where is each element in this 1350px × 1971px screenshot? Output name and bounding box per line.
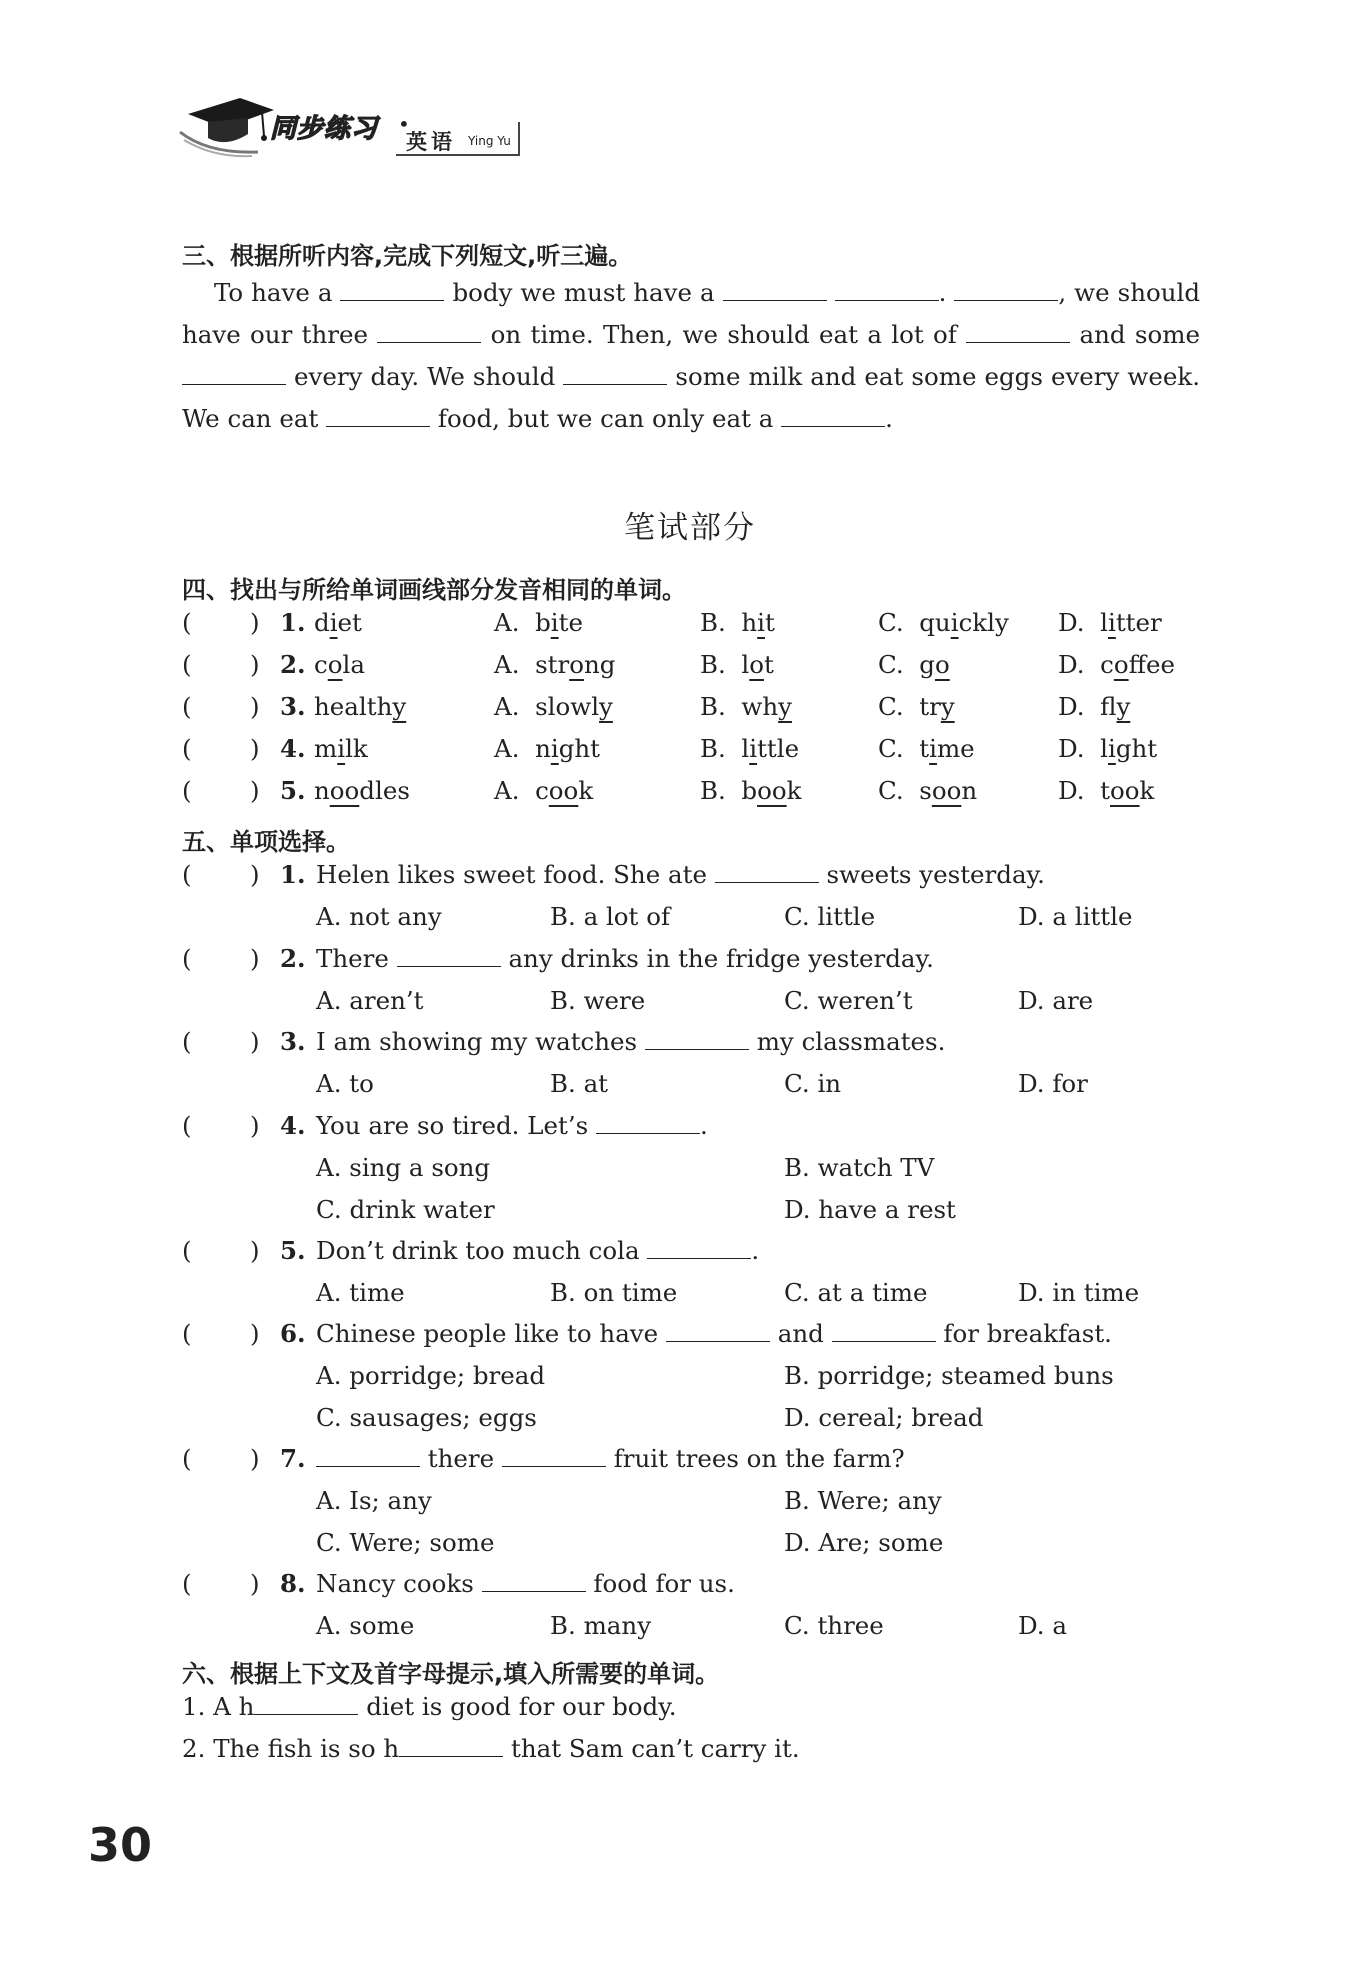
answer-blank[interactable] — [482, 1571, 586, 1592]
question-text: Helen likes sweet food. She ate sweets yesterday. — [316, 860, 1045, 889]
question-text: Chinese people like to have and for breakfast. — [316, 1319, 1112, 1348]
option-c[interactable]: C. three — [784, 1611, 884, 1640]
option-d[interactable]: D. cereal; bread — [784, 1403, 984, 1432]
item-text: The fish is so h — [213, 1734, 400, 1763]
answer-parens[interactable]: ( ) — [182, 1027, 260, 1056]
question-text: There any drinks in the fridge yesterday. — [316, 944, 934, 973]
option-c: C. go — [878, 650, 950, 679]
answer-parens[interactable]: ( ) — [182, 1319, 260, 1348]
option-b[interactable]: B. at — [550, 1069, 609, 1098]
option-c: C. soon — [878, 776, 978, 805]
passage-text: . — [885, 404, 893, 433]
question-number: 2. — [280, 650, 306, 679]
answer-blank[interactable] — [832, 1321, 936, 1342]
answer-blank[interactable] — [326, 406, 430, 427]
option-a[interactable]: A. time — [316, 1278, 405, 1307]
answer-blank[interactable] — [645, 1029, 749, 1050]
option-a[interactable]: A. porridge; bread — [316, 1361, 546, 1390]
answer-parens[interactable]: ( ) — [182, 650, 260, 679]
answer-blank[interactable] — [377, 322, 481, 343]
answer-parens[interactable]: ( ) — [182, 1569, 260, 1598]
passage-text: body we must have a — [452, 278, 715, 307]
option-c: C. time — [878, 734, 975, 763]
option-d[interactable]: D. a — [1018, 1611, 1067, 1640]
option-a: A. cook — [494, 776, 594, 805]
option-d: D. fly — [1058, 692, 1131, 721]
answer-parens[interactable]: ( ) — [182, 860, 260, 889]
question-text: Don’t drink too much cola . — [316, 1236, 760, 1265]
answer-parens[interactable]: ( ) — [182, 776, 260, 805]
item-text: diet is good for our body. — [366, 1692, 677, 1721]
option-a[interactable]: A. some — [316, 1611, 415, 1640]
option-c[interactable]: C. sausages; eggs — [316, 1403, 537, 1432]
question-text: I am showing my watches my classmates. — [316, 1027, 946, 1056]
answer-blank[interactable] — [954, 280, 1058, 301]
option-c[interactable]: C. in — [784, 1069, 842, 1098]
target-word: diet — [314, 608, 362, 637]
item-text: that Sam can’t carry it. — [510, 1734, 800, 1763]
answer-blank[interactable] — [502, 1446, 606, 1467]
option-d[interactable]: D. for — [1018, 1069, 1088, 1098]
option-b: B. book — [700, 776, 802, 805]
answer-parens[interactable]: ( ) — [182, 1236, 260, 1265]
option-b[interactable]: B. were — [550, 986, 646, 1015]
item-number: 2. — [182, 1734, 206, 1763]
answer-blank[interactable] — [254, 1694, 358, 1715]
option-d: D. took — [1058, 776, 1155, 805]
option-c[interactable]: C. little — [784, 902, 876, 931]
question-number: 8. — [280, 1569, 306, 1598]
option-b[interactable]: B. Were; any — [784, 1486, 942, 1515]
answer-blank[interactable] — [397, 946, 501, 967]
subject-label: 英语 — [406, 130, 456, 154]
option-b[interactable]: B. watch TV — [784, 1153, 935, 1182]
answer-parens[interactable]: ( ) — [182, 944, 260, 973]
option-d[interactable]: D. in time — [1018, 1278, 1140, 1307]
passage-text: , we should have our three — [182, 278, 1201, 349]
option-d: D. light — [1058, 734, 1158, 763]
target-word: milk — [314, 734, 368, 763]
question-number: 4. — [280, 1111, 306, 1140]
question-number: 5. — [280, 776, 306, 805]
option-b: B. little — [700, 734, 800, 763]
target-word: noodles — [314, 776, 410, 805]
written-part-title: 笔试部分 — [624, 510, 756, 546]
option-d[interactable]: D. a little — [1018, 902, 1133, 931]
passage-text: and some — [1079, 320, 1200, 349]
question-number: 3. — [280, 1027, 306, 1056]
answer-blank[interactable] — [596, 1113, 700, 1134]
book-header — [178, 92, 538, 162]
answer-blank[interactable] — [316, 1446, 420, 1467]
header-dot: • — [398, 112, 410, 136]
option-b: B. lot — [700, 650, 774, 679]
answer-parens[interactable]: ( ) — [182, 1111, 260, 1140]
question-number: 5. — [280, 1236, 306, 1265]
answer-parens[interactable]: ( ) — [182, 1444, 260, 1473]
option-a[interactable]: A. not any — [316, 902, 442, 931]
answer-parens[interactable]: ( ) — [182, 692, 260, 721]
passage-text: food, but we can only eat a — [437, 404, 774, 433]
answer-blank[interactable] — [340, 280, 444, 301]
page-number: 30 — [88, 1818, 153, 1872]
fill-item — [182, 1692, 677, 1721]
section4-title: 四、找出与所给单词画线部分发音相同的单词。 — [182, 576, 686, 604]
passage-text: on time. Then, we should eat a lot of — [490, 320, 957, 349]
answer-blank[interactable] — [563, 364, 667, 385]
option-a: A. night — [494, 734, 600, 763]
option-a[interactable]: A. Is; any — [316, 1486, 432, 1515]
question-text: Nancy cooks food for us. — [316, 1569, 735, 1598]
option-d: D. litter — [1058, 608, 1162, 637]
question-number: 7. — [280, 1444, 306, 1473]
question-number: 4. — [280, 734, 306, 763]
question-text: there fruit trees on the farm? — [316, 1444, 905, 1473]
question-number: 3. — [280, 692, 306, 721]
option-d[interactable]: D. are — [1018, 986, 1094, 1015]
option-b[interactable]: B. porridge; steamed buns — [784, 1361, 1114, 1390]
answer-blank[interactable] — [647, 1238, 751, 1259]
option-c: C. try — [878, 692, 955, 721]
answer-blank[interactable] — [715, 862, 819, 883]
option-a: A. bite — [494, 608, 583, 637]
option-b: B. hit — [700, 608, 775, 637]
question-number: 1. — [280, 860, 306, 889]
question-number: 2. — [280, 944, 306, 973]
question-number: 6. — [280, 1319, 306, 1348]
option-a: A. strong — [494, 650, 616, 679]
answer-blank[interactable] — [399, 1736, 503, 1757]
section6-title: 六、根据上下文及首字母提示,填入所需要的单词。 — [182, 1660, 720, 1688]
section5-title: 五、单项选择。 — [182, 828, 350, 856]
option-c: C. quickly — [878, 608, 1009, 637]
graduation-cap-icon — [178, 92, 278, 162]
passage-text: some milk and eat some eggs every week. We can eat — [182, 362, 1200, 433]
target-word: healthy — [314, 692, 407, 721]
option-a[interactable]: A. sing a song — [316, 1153, 491, 1182]
option-b: B. why — [700, 692, 792, 721]
option-d: D. coffee — [1058, 650, 1176, 679]
option-c[interactable]: C. Were; some — [316, 1528, 495, 1557]
target-word: cola — [314, 650, 365, 679]
answer-parens[interactable]: ( ) — [182, 734, 260, 763]
answer-blank[interactable] — [723, 280, 827, 301]
item-text: A h — [213, 1692, 255, 1721]
answer-parens[interactable]: ( ) — [182, 608, 260, 637]
series-logo: 同步练习 — [270, 114, 379, 144]
option-a[interactable]: A. to — [316, 1069, 374, 1098]
passage-text: every day. We should — [294, 362, 556, 391]
option-a[interactable]: A. aren’t — [316, 986, 424, 1015]
answer-blank[interactable] — [182, 364, 286, 385]
option-b[interactable]: B. on time — [550, 1278, 678, 1307]
passage-text: . — [938, 278, 947, 307]
option-d[interactable]: D. Are; some — [784, 1528, 944, 1557]
section3-title: 三、根据所听内容,完成下列短文,听三遍。 — [182, 242, 633, 270]
fill-item — [182, 1734, 800, 1763]
answer-blank[interactable] — [781, 406, 885, 427]
option-a: A. slowly — [494, 692, 613, 721]
option-d[interactable]: D. have a rest — [784, 1195, 956, 1224]
option-c[interactable]: C. drink water — [316, 1195, 495, 1224]
option-b[interactable]: B. a lot of — [550, 902, 671, 931]
option-b[interactable]: B. many — [550, 1611, 652, 1640]
section3-passage — [182, 272, 1200, 440]
answer-blank[interactable] — [666, 1321, 770, 1342]
passage-text: To have a — [213, 278, 333, 307]
question-text: You are so tired. Let’s . — [316, 1111, 708, 1140]
option-c[interactable]: C. at a time — [784, 1278, 928, 1307]
subject-pinyin: Ying Yu — [468, 134, 511, 148]
answer-blank[interactable] — [966, 322, 1070, 343]
option-c[interactable]: C. weren’t — [784, 986, 913, 1015]
question-number: 1. — [280, 608, 306, 637]
item-number: 1. — [182, 1692, 206, 1721]
answer-blank[interactable] — [835, 280, 939, 301]
